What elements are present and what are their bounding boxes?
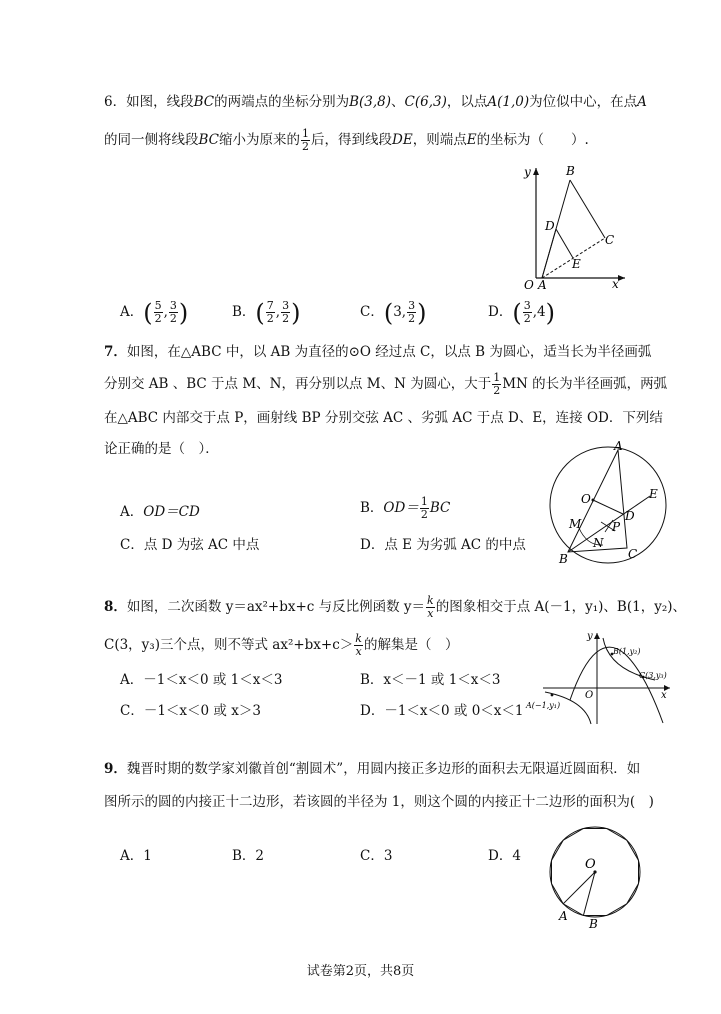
- q6-option-d[interactable]: D．( $\frac{3}{2}$ ,4): [488, 298, 555, 327]
- q7-line1: 7．如图，在△ABC 中，以 AB 为直径的⊙O 经过点 C，以点 B 为圆心，适当长为半径画弧: [104, 344, 652, 360]
- q7-fig-label-n: N: [593, 536, 604, 550]
- q7-line2: 分别交 AB 、BC 于点 M、N，再分别以点 M、N 为圆心，大于 $\frac{1}{2}$ MN 的长为半径画弧，两弧: [104, 371, 668, 397]
- q6-fig-label-a: A: [538, 278, 547, 290]
- q6-figure: [510, 160, 630, 290]
- q9-figure: [545, 820, 645, 932]
- q8-figure: [525, 628, 675, 728]
- q6-line2: 的同一侧将线段BC缩小为原来的 $\frac{1}{2}$ 后，得到线段DE，则端点E的坐标为（ ）.: [104, 127, 589, 153]
- q6-fig-label-x: x: [612, 277, 619, 290]
- q7-option-d[interactable]: D．点 E 为劣弧 AC 的中点: [360, 537, 526, 553]
- q7-option-b[interactable]: B．OD＝ $\frac{1}{2}$ BC: [360, 495, 451, 521]
- q7-fig-label-p: P: [612, 520, 621, 534]
- q8-fig-label-x: x: [661, 690, 667, 701]
- q8-line1: 8．如图，二次函数 y＝ax²+bx+c 与反比例函数 y＝ $\frac{k}{x}$ 的图象相交于点 A(－1，y₁)、B(1，y₂)、: [104, 594, 687, 620]
- q6-option-c[interactable]: C．(3, $\frac{3}{2}$ ): [360, 298, 427, 327]
- q8-fig-label-c: C(3,y₃): [639, 671, 667, 680]
- q7-option-a[interactable]: A．OD＝CD: [120, 504, 200, 520]
- q9-option-c[interactable]: C．3: [360, 848, 393, 864]
- q8-fig-label-b: B(1,y₂): [613, 647, 641, 656]
- q7-fig-label-a: A: [614, 440, 623, 453]
- q6-fig-label-y: y: [524, 165, 531, 179]
- q7-fig-label-b: B: [559, 552, 568, 565]
- q8-option-a[interactable]: A．－1＜x＜0 或 1＜x＜3: [120, 672, 283, 688]
- q9-line1: 9．魏晋时期的数学家刘徽首创“割圆术”，用圆内接正多边形的面积去无限逼近圆面积．如: [104, 761, 641, 777]
- q6-option-a[interactable]: A．( $\frac{5}{2}$ , $\frac{3}{2}$ ): [120, 298, 189, 327]
- q9-line2: 图所示的圆的内接正十二边形，若该圆的半径为 1，则这个圆的内接正十二边形的面积为( ): [104, 794, 654, 810]
- q6-option-b[interactable]: B．( $\frac{7}{2}$ , $\frac{3}{2}$ ): [232, 298, 301, 327]
- q9-option-b[interactable]: B．2: [232, 848, 265, 864]
- q8-fig-label-a: A(−1,y₁): [526, 701, 561, 710]
- q9-fig-label-o: O: [585, 857, 596, 872]
- q7-line4: 论正确的是（ ）．: [104, 441, 219, 457]
- q8-fig-label-o: O: [585, 690, 594, 701]
- page-footer: 试卷第2页，共8页: [306, 964, 415, 979]
- q7-fig-label-m: M: [569, 517, 582, 531]
- q7-fig-label-o: O: [581, 492, 591, 506]
- q8-fig-label-y: y: [587, 631, 593, 642]
- q7-line3: 在△ABC 内部交于点 P，画射线 BP 分别交弦 AC 、劣弧 AC 于点 D、E，连接 OD．下列结: [104, 410, 663, 426]
- q8-option-d[interactable]: D．－1＜x＜0 或 0＜x＜1: [360, 703, 524, 719]
- q7-fig-label-d: D: [625, 509, 635, 523]
- q6-fig-label-o: O: [524, 278, 534, 290]
- q6-fig-label-b: B: [566, 164, 575, 178]
- q7-figure: [535, 440, 670, 565]
- q6-fig-label-d: D: [545, 219, 555, 233]
- q8-option-c[interactable]: C．－1＜x＜0 或 x＞3: [120, 703, 261, 719]
- q6-fig-label-c: C: [605, 233, 615, 247]
- q8-option-b[interactable]: B．x＜－1 或 1＜x＜3: [360, 672, 501, 688]
- q9-option-d[interactable]: D．4: [488, 848, 521, 864]
- q6-fig-label-e: E: [572, 257, 581, 271]
- q9-option-a[interactable]: A．1: [120, 848, 152, 864]
- q7-fig-label-e: E: [649, 487, 658, 501]
- q7-option-c[interactable]: C．点 D 为弦 AC 中点: [120, 537, 260, 553]
- q9-fig-label-a: A: [559, 909, 568, 923]
- q8-line2: C(3，y₃)三个点，则不等式 ax²+bx+c＞ $\frac{k}{x}$ 的解集是（ ）: [104, 632, 459, 658]
- q7-fig-label-c: C: [628, 547, 638, 561]
- q6-line1: 6．如图，线段BC的两端点的坐标分别为B(3,8)、C(6,3)，以点A(1,0)为位似中心，在点A: [104, 94, 647, 110]
- q6-fraction-half: $\frac{1}{2}$: [302, 127, 310, 153]
- q9-fig-label-b: B: [589, 917, 598, 931]
